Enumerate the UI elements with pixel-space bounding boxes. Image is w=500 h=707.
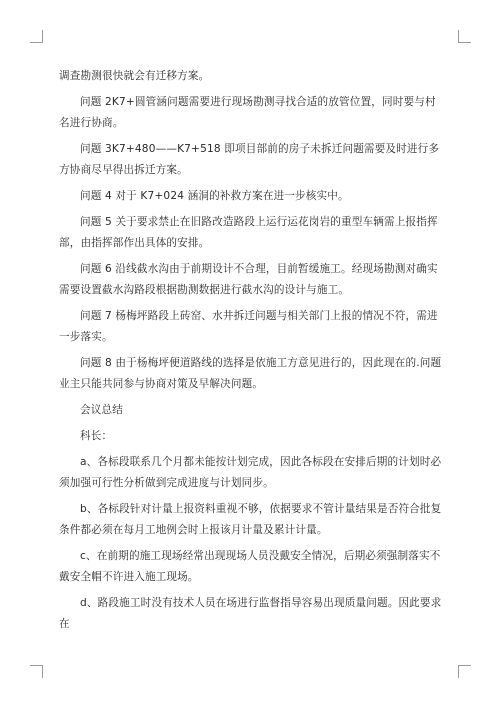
summary-item-c: c、在前期的施工现场经常出现现场人员没戴安全情况，后期必须强制落实不戴安全帽不许进入施工现场。 — [59, 550, 441, 583]
crop-mark-bottom-right — [458, 665, 471, 678]
paragraph-3: 问题 3K7+480——K7+518 即项目部前的房子未拆迁问题需要及时进行多方协商尽早得出拆迁方案。 — [59, 143, 440, 176]
document-body — [59, 66, 443, 635]
paragraph-2: 问题 2K7+圆管涵问题需要进行现场勘测寻找合适的放管位置，同时要与村名进行协商。 — [59, 96, 436, 129]
paragraph-1: 调查勘测很快就会有迁移方案。 — [59, 70, 210, 82]
paragraph-6: 问题 6 沿线截水沟由于前期设计不合理，目前暂缓施工。经现场勘测对确实需要设置截水沟路段根据勘测数据进行截水沟的设计与施工。 — [59, 263, 438, 296]
paragraph-4: 问题 4 对于 K7+024 涵洞的补救方案在进一步核实中。 — [80, 190, 349, 202]
speaker-label: 科长： — [80, 430, 113, 442]
crop-mark-bottom-left — [30, 665, 43, 678]
paragraph-8: 问题 8 由于杨梅坪便道路线的选择是依施工方意见进行的，因此现在的.问题业主只能共同参与协商对策及早解决问题。 — [59, 357, 442, 390]
crop-mark-top-right — [458, 30, 471, 43]
paragraph-7: 问题 7 杨梅坪路段上砖窑、水井拆迁问题与相关部门上报的情况不符，需进一步落实。 — [59, 310, 438, 343]
summary-item-d: d、路段施工时没有技术人员在场进行监督指导容易出现质量问题。因此要求在 — [59, 597, 442, 630]
crop-mark-top-left — [30, 30, 43, 43]
summary-item-b: b、各标段针对计量上报资料重视不够，依据要求不管计量结果是否符合批复条件都必须在每月工地例会时上报该月计量及累计计量。 — [59, 503, 442, 536]
section-heading: 会议总结 — [80, 404, 123, 416]
summary-item-a: a、各标段联系几个月都未能按计划完成，因此各标段在安排后期的计划时必须加强可行性分析做到完成进度与计划同步。 — [59, 456, 442, 489]
paragraph-5: 问题 5 关于要求禁止在旧路改造路段上运行运花岗岩的重型车辆需上报指挥部，由指挥部作出具体的安排。 — [59, 216, 438, 249]
